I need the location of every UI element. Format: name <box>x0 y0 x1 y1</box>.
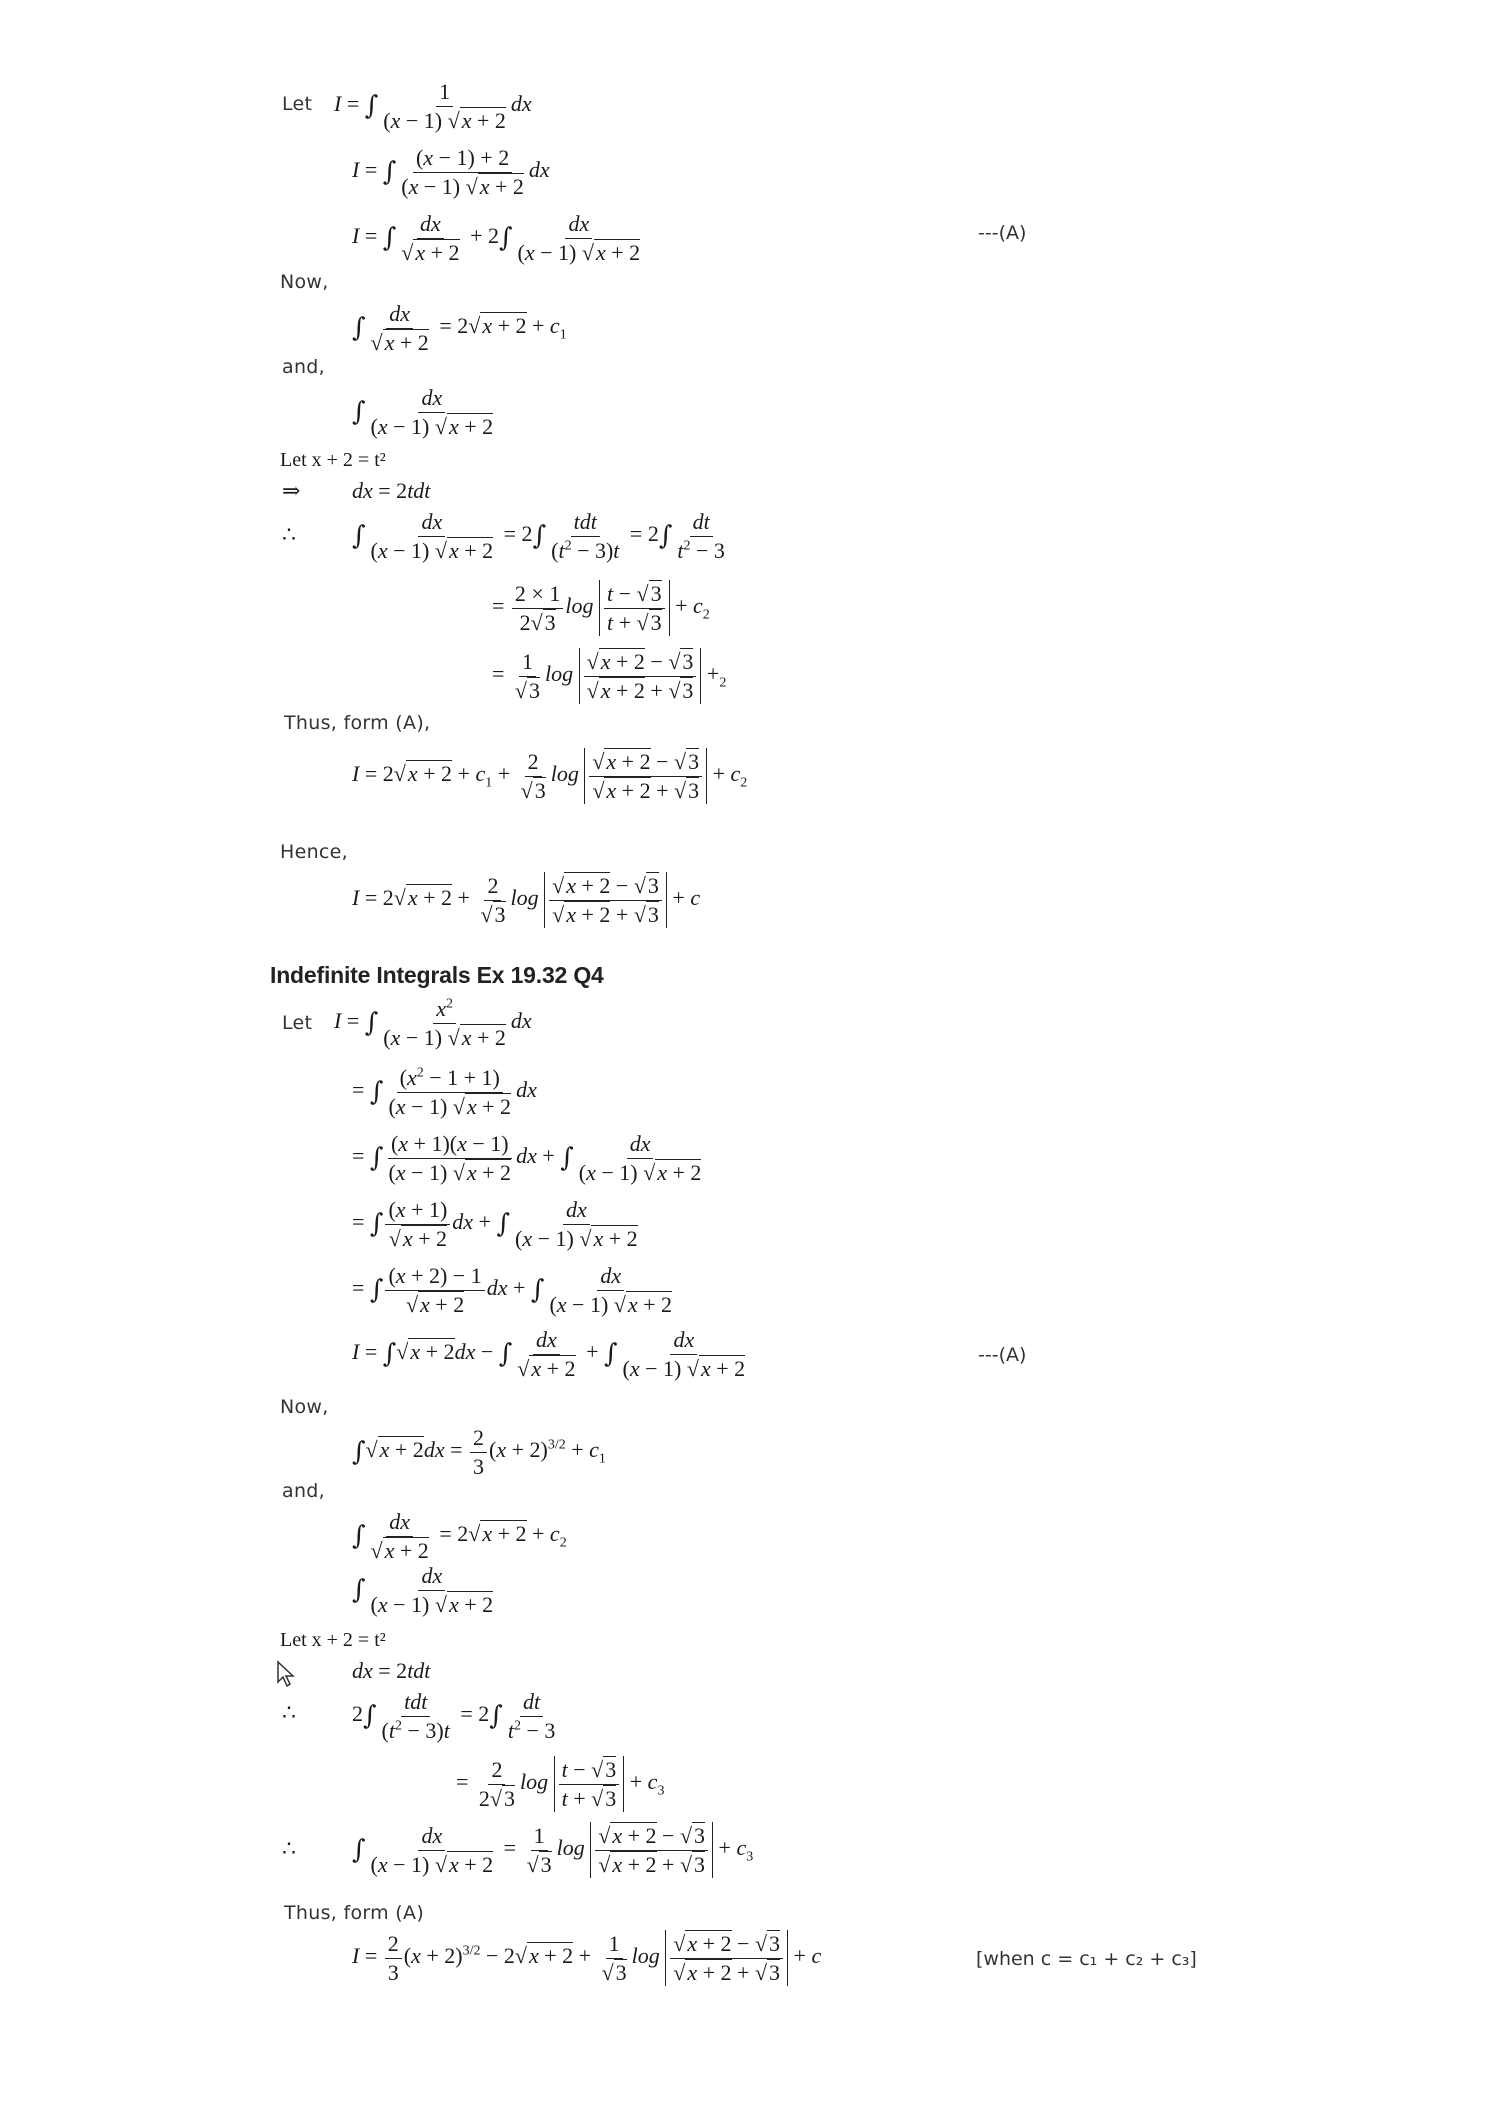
now-label-2: Now, <box>280 1396 329 1418</box>
therefore-symbol-3: ∴ <box>282 1836 296 1861</box>
let-label-2: Let <box>282 1012 313 1034</box>
equation-23: = $\frac{2}{2√ 3}$ log $\frac{t - √ 3}{t + √ 3}$ + $c_3$ <box>456 1756 664 1812</box>
equation-14: = ∫ $\frac{(x + 1)(x - 1)}{(x - 1) √ x + 2}$ dx + ∫ $\frac{dx}{(x - 1) √ x + 2}$ <box>352 1130 706 1186</box>
therefore-symbol: ∴ <box>282 522 296 547</box>
equation-1: I = ∫ $\frac{1}{(x - 1) √ x + 2}$ dx <box>334 78 532 134</box>
section-heading: Indefinite Integrals Ex 19.32 Q4 <box>270 962 604 988</box>
equation-21: dx = 2tdt <box>352 1658 431 1683</box>
therefore-symbol-2: ∴ <box>282 1700 296 1725</box>
equation-12: I = ∫ $\frac{x^2}{(x - 1) √ x + 2}$ dx <box>334 995 532 1051</box>
equation-tag-a-2: ---(A) <box>978 1344 1027 1366</box>
and-label-2: and, <box>282 1480 325 1502</box>
constant-note: [when c = c₁ + c₂ + c₃] <box>976 1948 1197 1970</box>
equation-24: ∫ $\frac{dx}{(x - 1) √ x + 2}$ = 1 √ 3 log √ x + 2 − √ 3 √ x + 2 + √ 3 + $c_3$ <box>352 1822 753 1878</box>
substitution-line-2: Let x + 2 = t² <box>280 1629 386 1651</box>
equation-2: I = ∫ $\frac{(x - 1) + 2}{(x - 1) √ x + 2}$ dx <box>352 144 550 200</box>
equation-25: I = $\frac{2}{3}$ $(x + 2)^{3/2} - 2√$ x + 2 + 1 √ 3 log √ x + 2 − √ 3 √ x + 2 + √ 3 + c <box>352 1930 821 1986</box>
now-label: Now, <box>280 271 329 293</box>
let-label: Let <box>282 93 313 115</box>
substitution-line: Let x + 2 = t² <box>280 449 386 471</box>
equation-9: = 1 √ 3 log √ x + 2 − √ 3 √ x + 2 + √ 3 $+_2$ <box>492 648 726 704</box>
and-label: and, <box>282 356 325 378</box>
equation-20: ∫ $\frac{dx}{(x - 1) √ x + 2}$ <box>352 1562 498 1618</box>
equation-15: = ∫ (x + 1) √ x + 2 dx + ∫ $\frac{dx}{(x - 1) √ x + 2}$ <box>352 1196 643 1252</box>
equation-tag-a: ---(A) <box>978 222 1027 244</box>
equation-13: = ∫ $\frac{(x^2 - 1 + 1)}{(x - 1) √ x + 2}$ dx <box>352 1064 537 1120</box>
equation-7: ∫ $\frac{dx}{(x - 1) √ x + 2}$ = 2∫ $\frac{\text{tdt}}{(t^2 - 3)t}$ = 2∫ $\frac{dt}{t^2 - 3}$ <box>352 508 730 564</box>
equation-19: ∫ dx √ x + 2 = 2√ $x + 2 + c_2$ <box>352 1508 567 1564</box>
implies-symbol: ⇒ <box>282 478 301 503</box>
thus-from-label-2: Thus, form (A) <box>284 1902 425 1924</box>
equation-6: dx = 2tdt <box>352 478 431 503</box>
equation-8: = $\frac{2 \times 1}{2√ 3}$ log $\frac{t - √ 3}{t + √ 3}$ + $c_2$ <box>492 580 710 636</box>
equation-4: ∫ dx √ x + 2 = 2√ $x + 2 + c_1$ <box>352 300 567 356</box>
thus-from-label: Thus, form (A), <box>284 712 431 734</box>
equation-16: = ∫ (x + 2) − 1 √ x + 2 dx + ∫ $\frac{dx}{(x - 1) √ x + 2}$ <box>352 1262 677 1318</box>
equation-10: I = 2√ $x + 2 + c_1$ + 2 √ 3 log √ x + 2 − √ 3 √ x + 2 + √ 3 + $c_2$ <box>352 748 747 804</box>
equation-17: I = ∫√ x + 2dx − ∫ dx √ x + 2 + ∫ $\frac{dx}{(x - 1) √ x + 2}$ <box>352 1326 750 1382</box>
mouse-pointer-icon <box>276 1660 298 1688</box>
equation-18: ∫√ x + 2dx = $\frac{2}{3}$ $(x + 2)^{3/2} + c_1$ <box>352 1424 606 1480</box>
equation-5: ∫ $\frac{dx}{(x - 1) √ x + 2}$ <box>352 384 498 440</box>
equation-22: 2∫ $\frac{\text{tdt}}{(t^2 - 3)t}$ = 2∫ $\frac{dt}{t^2 - 3}$ <box>352 1689 556 1743</box>
hence-label: Hence, <box>280 841 348 863</box>
equation-11: I = 2√ x + 2 + 2 √ 3 log √ x + 2 − √ 3 √ x + 2 + √ 3 + c <box>352 872 700 928</box>
equation-3: I = ∫ dx √ x + 2 + 2∫ $\frac{dx}{(x - 1) √ x + 2}$ <box>352 210 645 266</box>
